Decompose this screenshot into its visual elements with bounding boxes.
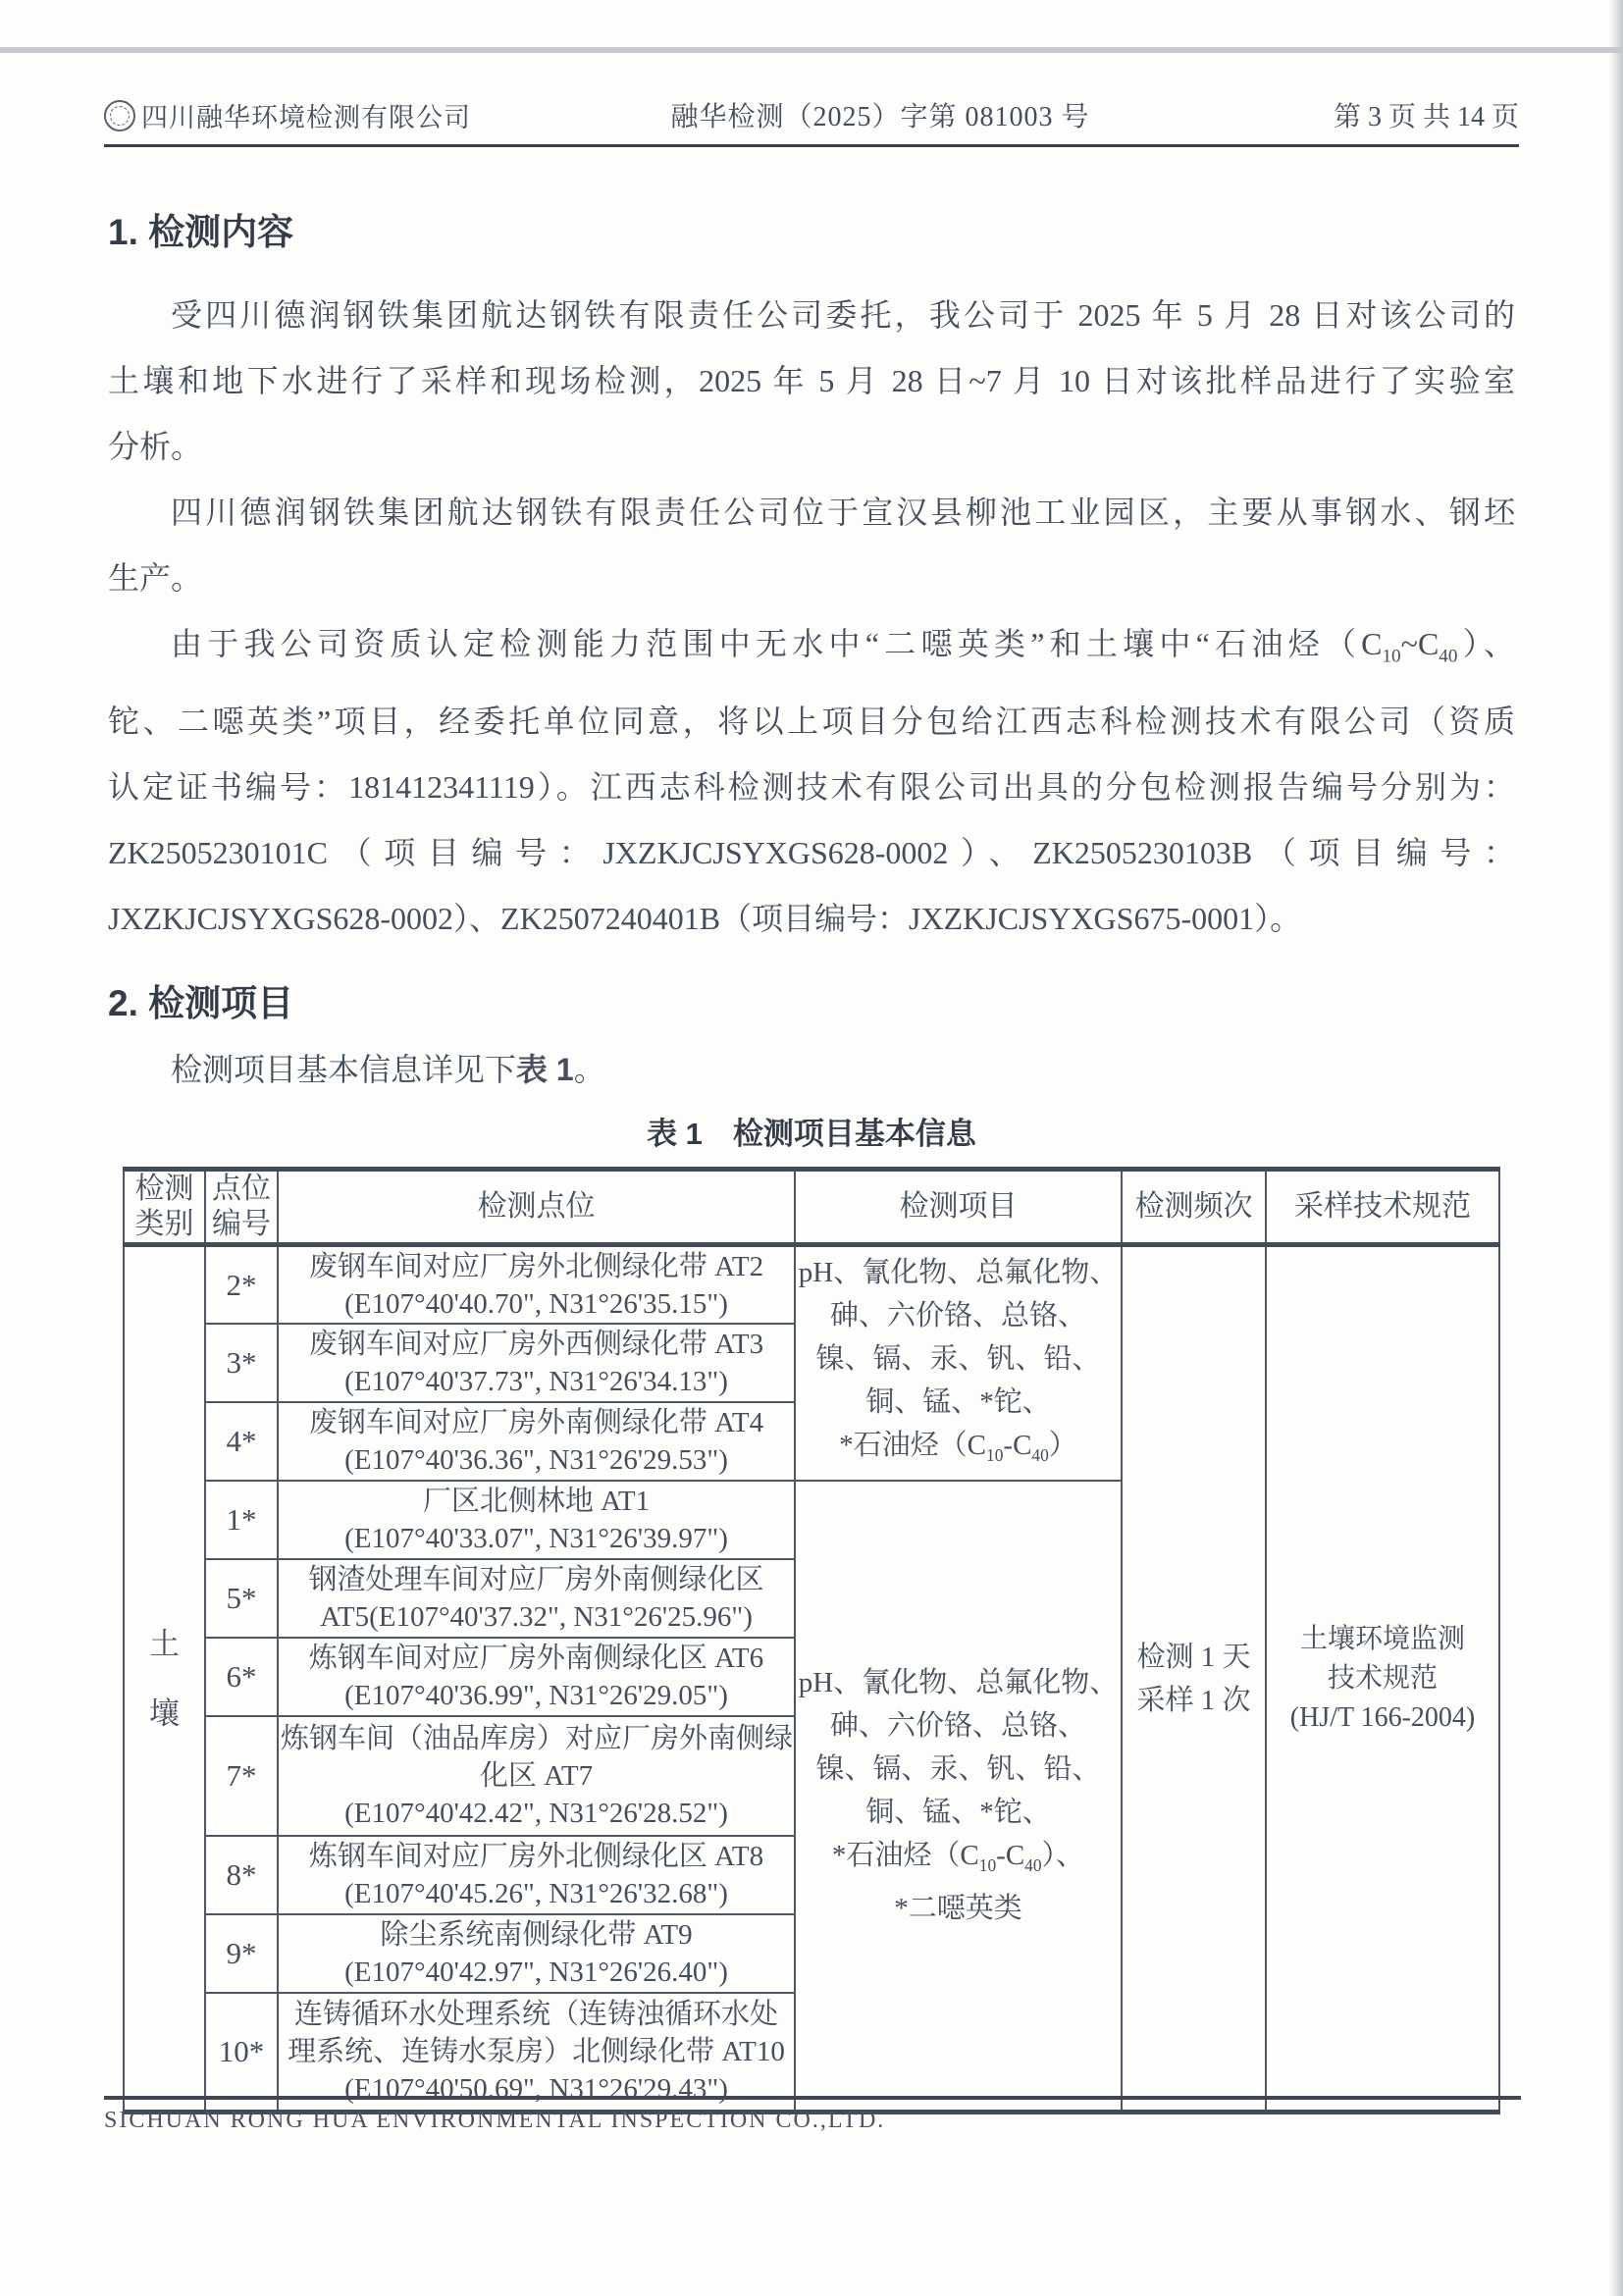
col-header-point-id: 点位编号	[205, 1170, 278, 1245]
project-line: 镍、镉、汞、钒、铅、	[815, 1342, 1101, 1375]
section2-title: 2. 检测项目	[108, 983, 294, 1024]
text-part: -C	[996, 1840, 1025, 1872]
table-row	[124, 1245, 1499, 1324]
subscript: 40	[1439, 646, 1458, 667]
point-id-cell: 10*	[205, 1993, 278, 2113]
text-part: -C	[1003, 1429, 1032, 1461]
table-header-row	[124, 1170, 1499, 1245]
page-indicator: 第 3 页 共 14 页	[1333, 102, 1519, 132]
subscript: 40	[1024, 1855, 1042, 1876]
site-coords: (E107°40'42.42", N31°26'28.52")	[344, 1797, 728, 1829]
text-line: 铊、二噁英类”项目，经委托单位同意，将以上项目分包给江西志科检测技术有限公司（资质	[108, 704, 1515, 740]
projects-cell-group-b	[795, 1481, 1122, 2113]
frequency-cell	[1122, 1245, 1266, 2113]
site-cell	[278, 1914, 795, 1993]
project-line: pH、氰化物、总氟化物、	[798, 1256, 1119, 1288]
text-part: 。	[573, 1052, 605, 1088]
text-part: 检测项目基本信息详见下	[171, 1052, 517, 1088]
text-line: 分析。	[108, 429, 203, 464]
point-id-cell: 3*	[205, 1324, 278, 1402]
frequency-line: 采样 1 次	[1136, 1684, 1251, 1716]
subscript: 10	[978, 1855, 997, 1876]
project-line: 砷、六价铬、总铬、	[829, 1710, 1086, 1743]
scan-edge-shadow	[1609, 0, 1623, 2296]
text-line: 土壤和地下水进行了采样和现场检测，2025 年 5 月 28 日~7 月 10 日对该批样品进行了实验室	[108, 363, 1515, 398]
site-line: 废钢车间对应厂房外南侧绿化带 AT4	[308, 1406, 764, 1438]
text-line: 四川德润钢铁集团航达钢铁有限责任公司位于宣汉县柳池工业园区，主要从事钢水、钢坯	[171, 495, 1515, 530]
text-part: ）、	[1041, 1840, 1085, 1872]
point-id-cell: 1*	[205, 1481, 278, 1559]
monitoring-info-table	[123, 1167, 1500, 2114]
text-line: 生产。	[108, 560, 203, 596]
category-char: 土	[149, 1626, 180, 1661]
company-logo-icon	[104, 100, 135, 131]
standard-line: 技术规范	[1327, 1662, 1438, 1694]
point-id-cell: 5*	[205, 1559, 278, 1638]
site-line: 炼钢车间对应厂房外北侧绿化区 AT8	[308, 1840, 764, 1872]
site-line: 炼钢车间对应厂房外南侧绿化区 AT6	[308, 1642, 764, 1674]
project-line: 砷、六价铬、总铬、	[829, 1299, 1086, 1331]
point-id-cell: 8*	[205, 1836, 278, 1914]
project-line: 镍、镉、汞、钒、铅、	[815, 1753, 1101, 1786]
site-line: 连铸循环水处理系统（连铸浊循环水处	[293, 1999, 778, 2031]
text-part: *石油烃（C	[839, 1429, 987, 1461]
col-header-category: 检测类别	[124, 1170, 205, 1245]
footer-company-name: SICHUAN RONG HUA ENVIRONMENTAL INSPECTION CO.,LTD.	[104, 2108, 886, 2133]
text-part: ）、	[1457, 626, 1515, 661]
point-id-cell: 6*	[205, 1638, 278, 1716]
site-coords: (E107°40'50.69", N31°26'29.43")	[344, 2073, 728, 2106]
text-line: 认定证书编号：181412341119）。江西志科检测技术有限公司出具的分包检测报告编号分别为：	[108, 769, 1515, 806]
subscript: 10	[1382, 646, 1401, 667]
col-header-site: 检测点位	[278, 1170, 795, 1245]
project-line: 铜、锰、*铊、	[865, 1385, 1051, 1418]
col-header-standard: 采样技术规范	[1266, 1170, 1499, 1245]
table-intro-line	[108, 1040, 1515, 1099]
site-coords: AT5(E107°40'37.32", N31°26'25.96")	[320, 1600, 753, 1633]
text-part: 由于我公司资质认定检测能力范围中无水中“二噁英类”和土壤中“石油烃（C	[171, 626, 1383, 661]
header-left	[104, 96, 555, 134]
site-coords: (E107°40'37.73", N31°26'34.13")	[344, 1365, 728, 1397]
site-cell	[278, 1638, 795, 1716]
section1-title: 1. 检测内容	[108, 212, 294, 252]
site-coords: (E107°40'40.70", N31°26'35.15")	[344, 1287, 728, 1320]
site-line: 化区 AT7	[479, 1759, 594, 1792]
site-line: 理系统、连铸水泵房）北侧绿化带 AT10	[288, 2036, 785, 2068]
text-line: ZK2505230101C（项目编号：JXZKJCJSYXGS628-0002）、ZK2505230103B（项目编号：	[108, 835, 1515, 871]
text-part: ~C	[1400, 626, 1440, 661]
site-cell	[278, 1993, 795, 2113]
project-line: 铜、锰、*铊、	[865, 1797, 1051, 1829]
site-line: 除尘系统南侧绿化带 AT9	[380, 1918, 693, 1951]
text-line-with-subscript	[108, 611, 1515, 689]
text-line: 受四川德润钢铁集团航达钢铁有限责任公司委托，我公司于 2025 年 5 月 28 日对该公司的	[171, 297, 1515, 333]
col-header-frequency: 检测频次	[1122, 1170, 1266, 1245]
site-line: 废钢车间对应厂房外北侧绿化带 AT2	[308, 1250, 764, 1282]
site-line: 钢渣处理车间对应厂房外南侧绿化区	[308, 1563, 764, 1595]
standard-line: (HJ/T 166-2004)	[1289, 1701, 1476, 1733]
page-footer	[104, 2096, 1521, 2134]
paragraph-company-location	[108, 480, 1515, 611]
project-line-petroleum	[798, 1834, 1119, 1887]
spacer	[127, 1659, 202, 1698]
text-part: *石油烃（C	[831, 1840, 979, 1872]
site-cell	[278, 1559, 795, 1638]
site-cell	[278, 1836, 795, 1914]
col-header-project: 检测项目	[795, 1170, 1122, 1245]
point-id-cell: 7*	[205, 1716, 278, 1836]
site-cell	[278, 1245, 795, 1324]
site-cell	[278, 1402, 795, 1481]
paragraph-commission	[108, 283, 1515, 480]
site-line: 厂区北侧林地 AT1	[422, 1485, 651, 1517]
document-body	[108, 139, 1515, 2114]
text-part: ）	[1048, 1429, 1077, 1461]
paragraph-subcontract	[108, 611, 1515, 952]
standard-line: 土壤环境监测	[1299, 1623, 1465, 1654]
page-header	[104, 0, 1519, 147]
standard-cell	[1266, 1245, 1499, 2113]
projects-cell-group-a	[795, 1245, 1122, 1481]
site-line: 炼钢车间（油品库房）对应厂房外南侧绿	[281, 1722, 794, 1754]
site-cell	[278, 1481, 795, 1559]
company-name: 四川融华环境检测有限公司	[141, 103, 471, 132]
point-id-cell: 9*	[205, 1914, 278, 1993]
text-line: JXZKJCJSYXGS628-0002）、ZK2507240401B（项目编号：JXZKJCJSYXGS675-0001）。	[108, 901, 1302, 937]
point-id-cell: 4*	[205, 1402, 278, 1481]
point-id-cell: 2*	[205, 1245, 278, 1324]
category-char: 壤	[149, 1696, 180, 1731]
site-cell	[278, 1324, 795, 1402]
site-coords: (E107°40'45.26", N31°26'32.68")	[344, 1877, 728, 1909]
site-coords: (E107°40'36.36", N31°26'29.53")	[344, 1443, 728, 1476]
subscript: 10	[986, 1444, 1004, 1465]
category-cell-soil	[124, 1245, 205, 2113]
project-line: pH、氰化物、总氟化物、	[798, 1667, 1119, 1699]
site-cell	[278, 1716, 795, 1836]
table-reference: 表 1	[516, 1052, 574, 1088]
frequency-line: 检测 1 天	[1136, 1641, 1251, 1673]
table-title: 表 1 检测项目基本信息	[647, 1117, 976, 1152]
site-coords: (E107°40'36.99", N31°26'29.05")	[344, 1679, 728, 1711]
report-number: 融华检测（2025）字第 081003 号	[670, 102, 1090, 132]
project-line-dioxin: *二噁英类	[894, 1893, 1022, 1925]
subscript: 40	[1031, 1444, 1049, 1465]
site-line: 废钢车间对应厂房外西侧绿化带 AT3	[308, 1328, 764, 1360]
site-coords: (E107°40'33.07", N31°26'39.97")	[344, 1522, 728, 1554]
site-coords: (E107°40'42.97", N31°26'26.40")	[344, 1956, 728, 1988]
project-line-petroleum	[798, 1424, 1119, 1477]
